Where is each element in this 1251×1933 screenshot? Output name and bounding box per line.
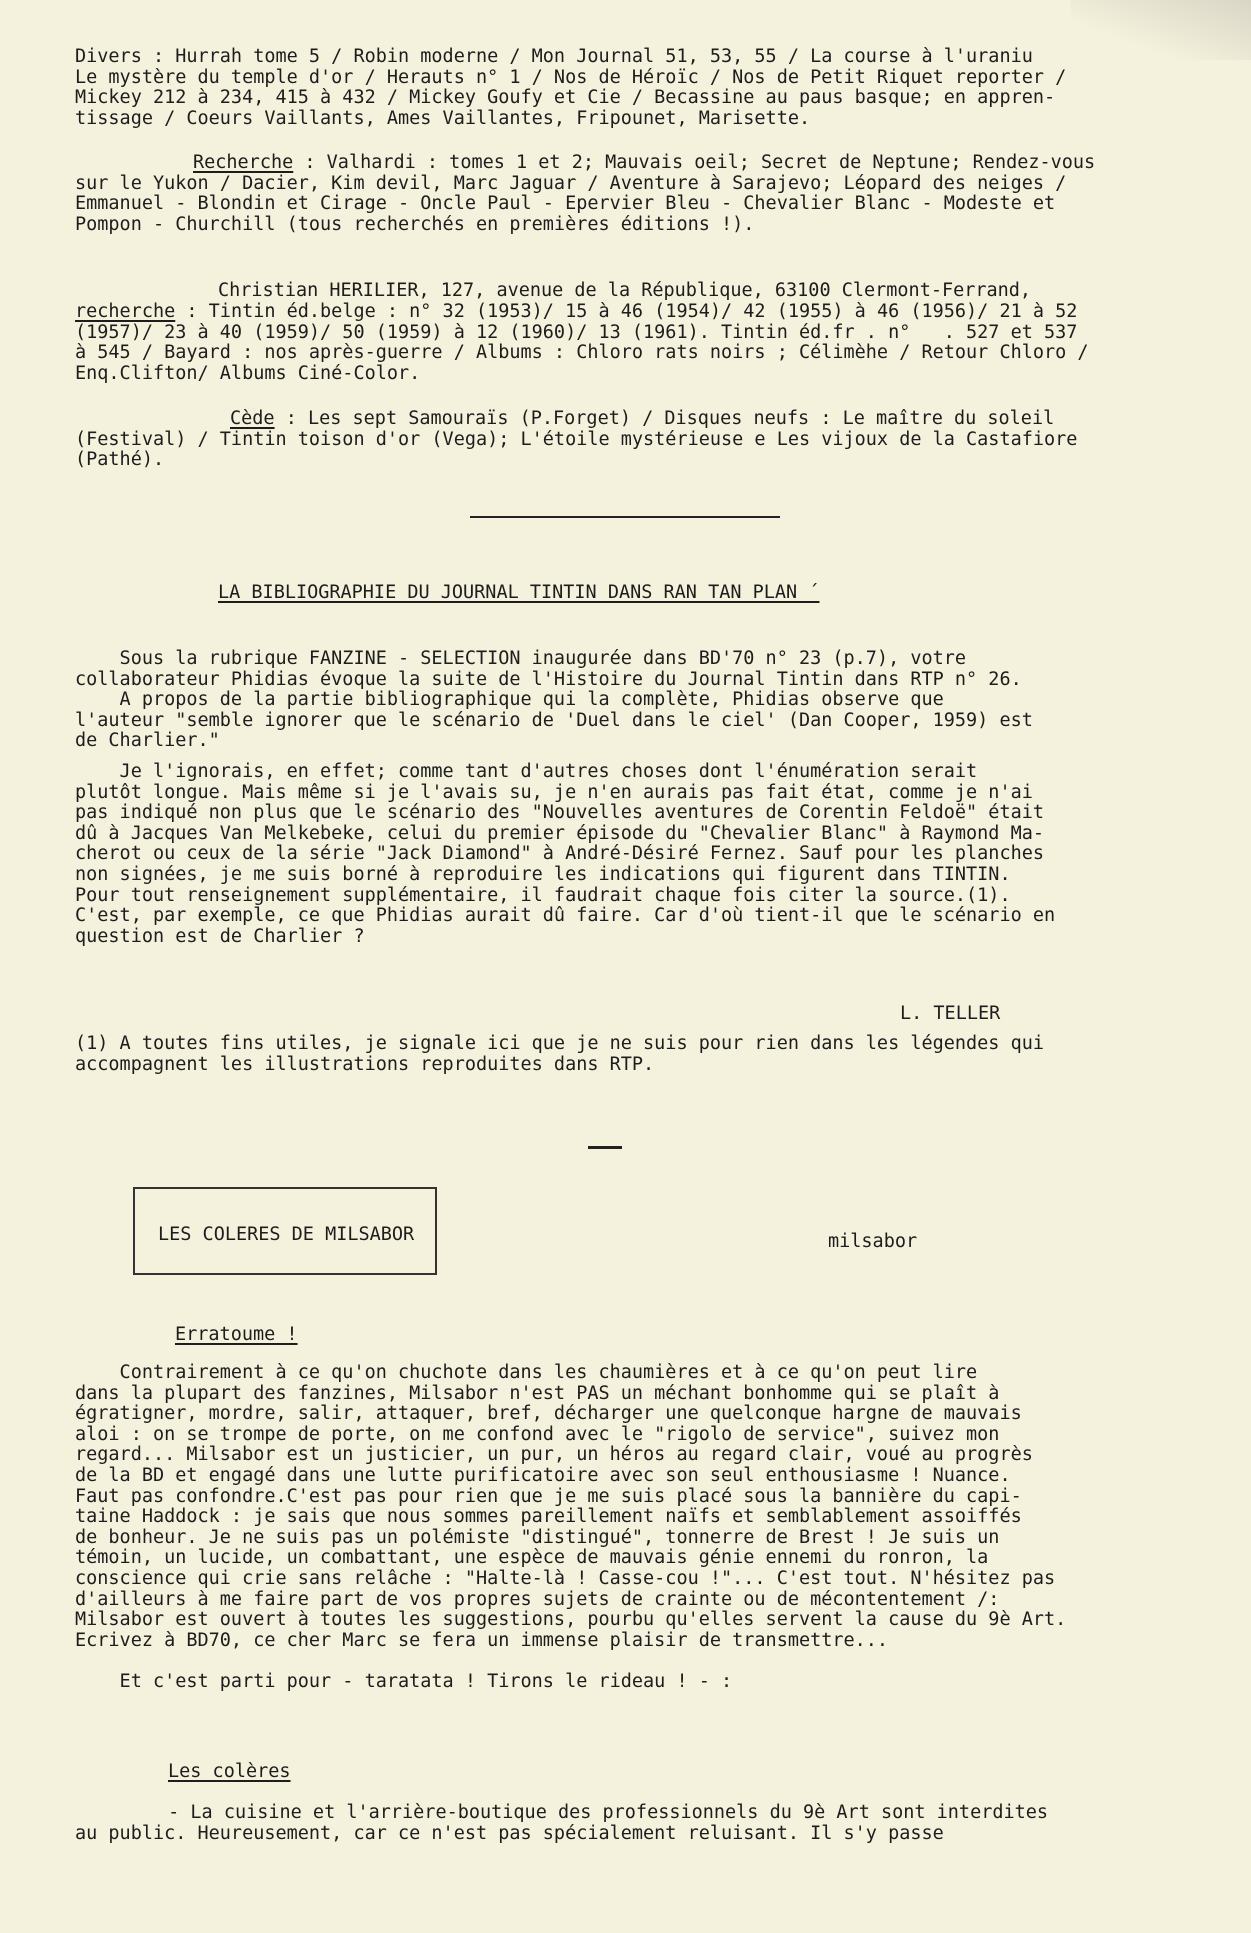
herilier-recherche-line: (1957)/ 23 à 40 (1959)/ 50 (1959) à 12 (1960)/ 13 (1961). Tintin éd.fr . n° . 527 et 537 [75, 321, 1078, 343]
herilier-cede-line: (Pathé). [75, 449, 165, 471]
biblio-paragraph-line: plutôt longue. Mais même si je l'avais su, je n'en aurais pas fait état, comme je n'ai [75, 781, 1033, 803]
milsabor-paragraph-line: Milsabor est ouvert à toutes les suggestions, pourbu qu'elles servent la cause du 9è Art. [75, 1609, 1067, 1631]
milsabor-tail-line: au public. Heureusement, car ce n'est pas spécialement reluisant. Il s'y passe [75, 1822, 944, 1844]
herilier-cede-line: (Festival) / Tintin toison d'or (Vega); L'étoile mystérieuse e Les vijoux de la Castafiore [75, 428, 1078, 450]
biblio-paragraph-line: C'est, par exemple, ce que Phidias aurait dû faire. Car d'où tient-il que le scénario en [75, 905, 1056, 927]
herilier-address: Christian HERILIER, 127, avenue de la République, 63100 Clermont-Ferrand, [218, 280, 1032, 301]
erratoume-heading: Erratoume ! [175, 1324, 298, 1345]
milsabor-paragraph-line: de la BD et engagé dans une lutte purificatoire avec son seul enthousiasme ! Nuance. [75, 1465, 1011, 1486]
section-divider [470, 516, 780, 518]
recherche-line-label: Recherche [193, 152, 294, 173]
herilier-recherche-line: Enq.Clifton/ Albums Ciné-Color. [75, 362, 421, 384]
recherche-line-text: : Valhardi : tomes 1 et 2; Mauvais oeil; Secret de Neptune; Rendez-vous [293, 152, 1096, 173]
biblio-paragraph-line: Sous la rubrique FANZINE - SELECTION inaugurée dans BD'70 n° 23 (p.7), votre [75, 648, 967, 669]
milsabor-paragraph-line: de bonheur. Je ne suis pas un polémiste "distingué", tonnerre de Brest ! Je suis un [75, 1526, 1000, 1548]
colere-author: milsabor [828, 1231, 918, 1252]
herilier-cede-line-label: Cède [230, 408, 275, 429]
biblio-paragraph-line: Je l'ignorais, en effet; comme tant d'autres choses dont l'énumération serait [75, 761, 978, 782]
divers-line: Mickey 212 à 234, 415 à 432 / Mickey Goufy et Cie / Becassine au paus basque; en appren- [75, 87, 1056, 109]
herilier-cede-line-text: : Les sept Samouraïs (P.Forget) / Disques neufs : Le maître du soleil [274, 408, 1055, 429]
divers-line: tissage / Coeurs Vaillants, Ames Vaillantes, Fripounet, Marisette. [75, 107, 811, 129]
biblio-paragraph-line: dû à Jacques Van Melkebeke, celui du premier épisode du "Chevalier Blanc" à Raymond Ma- [75, 822, 1045, 844]
milsabor-paragraph-line: aloi : on se trompe de porte, on me confond avec le "rigolo de service", suivez mon [75, 1423, 1000, 1445]
milsabor-paragraph-line: égratigner, mordre, salir, attaquer, bref, décharger une quelconque hargne de mauvais [75, 1403, 1022, 1425]
biblio-paragraph-line: cherot ou ceux de la série "Jack Diamond" à André-Désiré Fernez. Sauf pour les planches [75, 843, 1045, 865]
colere-box-title: LES COLERES DE MILSABOR [158, 1224, 415, 1245]
herilier-recherche-line-text: : Tintin éd.belge : n° 32 (1953)/ 15 à 46 (1954)/ 42 (1955) à 46 (1956)/ 21 à 52 [175, 301, 1078, 322]
divers-line: Divers : Hurrah tome 5 / Robin moderne / Mon Journal 51, 53, 55 / La course à l'uraniu [75, 46, 1033, 67]
biblio-title: LA BIBLIOGRAPHIE DU JOURNAL TINTIN DANS RAN TAN PLAN ´ [218, 582, 820, 603]
milsabor-tail-line: - La cuisine et l'arrière-boutique des professionnels du 9è Art sont interdites [157, 1802, 1049, 1823]
divers-line: Le mystère du temple d'or / Herauts n° 1 / Nos de Héroïc / Nos de Petit Riquet reporter / [75, 66, 1067, 88]
recherche-line: Pompon - Churchill (tous recherchés en premières éditions !). [75, 213, 755, 235]
coleres-heading: Les colères [168, 1761, 291, 1782]
herilier-recherche-line-label: recherche [75, 301, 176, 322]
recherche-line: sur le Yukon / Dacier, Kim devil, Marc Jaguar / Aventure à Sarajevo; Léopard des neiges / [75, 172, 1067, 194]
recherche-line: Emmanuel - Blondin et Cirage - Oncle Paul - Epervier Bleu - Chevalier Blanc - Modeste et [75, 193, 1056, 215]
biblio-paragraph-line: de Charlier." [75, 730, 220, 752]
biblio-paragraph-line: A propos de la partie bibliographique qui la complète, Phidias observe que [75, 689, 944, 711]
biblio-footnote-line: (1) A toutes fins utiles, je signale ici que je ne suis pour rien dans les légendes qui [75, 1033, 1045, 1054]
milsabor-paragraph-line: Contrairement à ce qu'on chuchote dans les chaumières et à ce qu'on peut lire [75, 1362, 978, 1383]
biblio-paragraph-line: non signées, je me suis borné à reproduire les indications qui figurent dans TINTIN. [75, 864, 1011, 885]
milsabor-paragraph-line: conscience qui crie sans relâche : "Halte-là ! Casse-cou !"... C'est tout. N'hésitez pas [75, 1568, 1056, 1589]
biblio-paragraph-line: l'auteur "semble ignorer que le scénario de 'Duel dans le ciel' (Dan Cooper, 1959) est [75, 709, 1033, 731]
paper-corner-shadow [1071, 0, 1251, 60]
milsabor-paragraph-line: Ecrivez à BD70, ce cher Marc se fera un immense plaisir de transmettre... [75, 1629, 889, 1651]
milsabor-paragraph-line: regard... Milsabor est un justicier, un pur, un héros au regard clair, voué au progrès [75, 1444, 1033, 1466]
milsabor-paragraph-line: dans la plupart des fanzines, Milsabor n'est PAS un méchant bonhomme qui se plaît à [75, 1382, 1000, 1404]
biblio-paragraph-line: question est de Charlier ? [75, 925, 365, 947]
milsabor-paragraph-line: taine Haddock : je sais que nous sommes pareillement naïfs et semblablement assoiffés [75, 1506, 1022, 1528]
milsabor-paragraph-line: Faut pas confondre.C'est pas pour rien que je me suis placé sous la bannière du capi- [75, 1485, 1022, 1507]
biblio-footnote-line: accompagnent les illustrations reproduites dans RTP. [75, 1053, 655, 1075]
milsabor-paragraph-line: Et c'est parti pour - taratata ! Tirons le rideau ! - : [75, 1671, 733, 1692]
biblio-paragraph-line: collaborateur Phidias évoque la suite de l'Histoire du Journal Tintin dans RTP n° 26. [75, 668, 1022, 690]
herilier-recherche-line: à 545 / Bayard : nos après-guerre / Albums : Chloro rats noirs ; Célimèhe / Retour Chloro / [75, 342, 1089, 364]
section-divider-short [588, 1146, 622, 1149]
biblio-signature: L. TELLER [900, 1003, 1001, 1024]
milsabor-paragraph-line: témoin, un lucide, un combattant, une espèce de mauvais génie ennemi du ronron, la [75, 1547, 989, 1569]
biblio-paragraph-line: pas indiqué non plus que le scénario des "Nouvelles aventures de Corentin Feldoë" était [75, 802, 1045, 824]
biblio-paragraph-line: Pour tout renseignement supplémentaire, il faudrait chaque fois citer la source.(1). [75, 884, 1011, 906]
milsabor-paragraph-line: d'ailleurs à me faire part de vos propres sujets de crainte ou de mécontentement /: [75, 1588, 1000, 1610]
